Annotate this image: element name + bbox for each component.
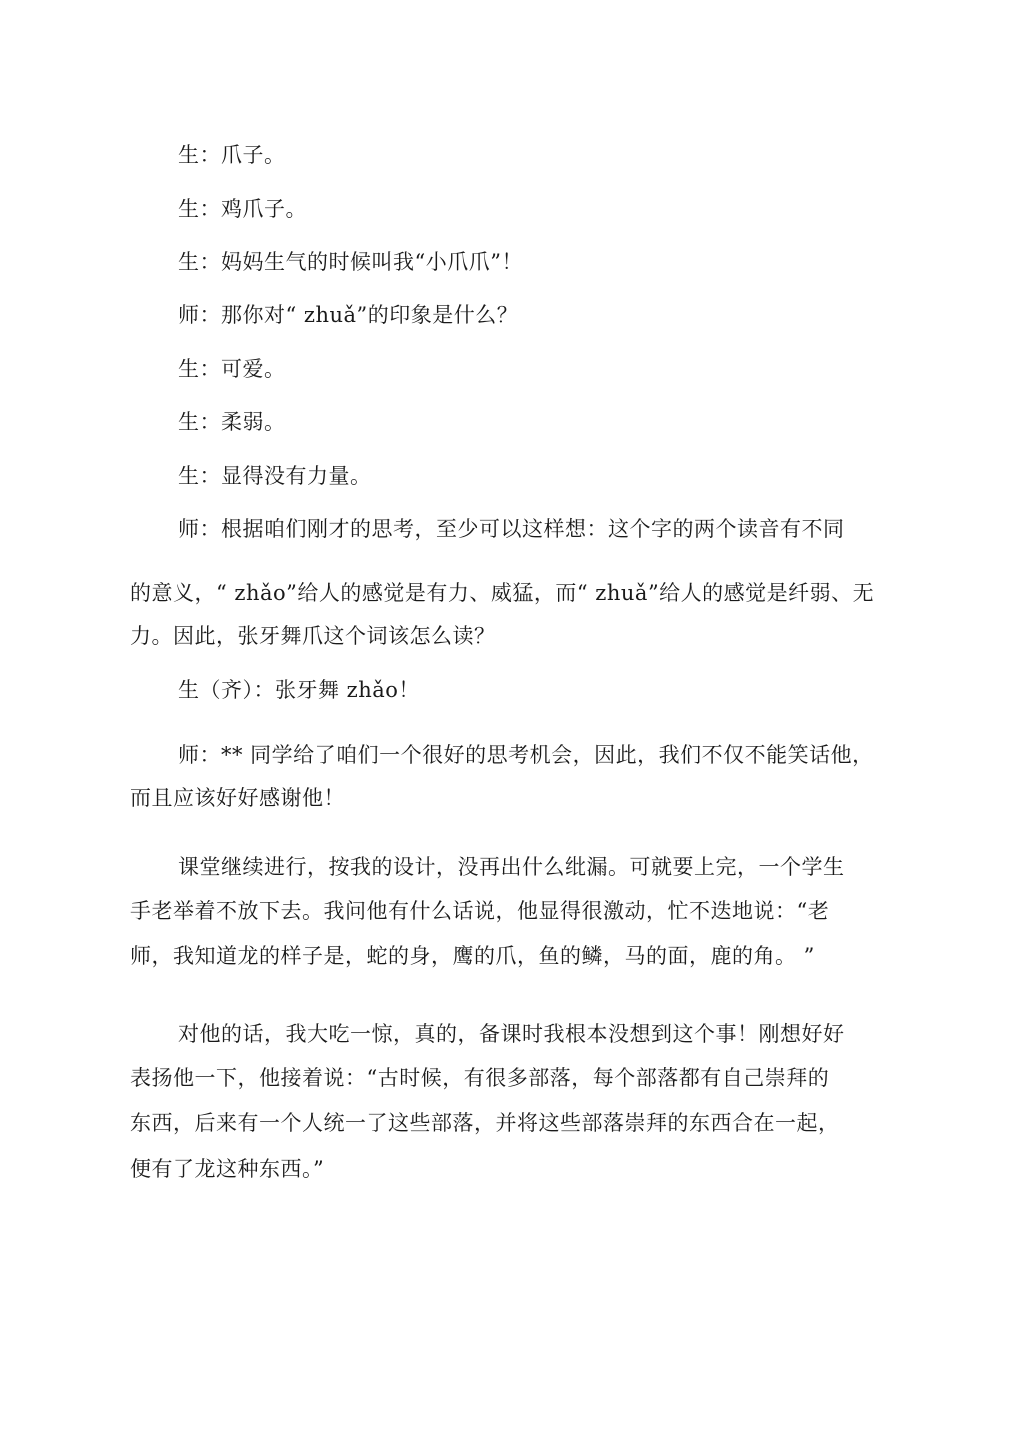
text-line: 师：那你对“ zhuǎ”的印象是什么？ [178, 303, 519, 327]
text-line: 师，我知道龙的样子是，蛇的身，鹰的爪，鱼的鳞，马的面，鹿的角。 ” [130, 944, 815, 968]
text-line: 生：显得没有力量。 [178, 464, 372, 488]
text-line: 生：鸡爪子。 [178, 197, 307, 221]
text-line: 的意义，“ zhǎo”给人的感觉是有力、威猛，而“ zhuǎ”给人的感觉是纤弱、无 [130, 581, 875, 605]
text-line: 力。因此，张牙舞爪这个词该怎么读？ [130, 624, 496, 648]
text-line: 便有了龙这种东西。” [130, 1157, 325, 1181]
text-line: 生：爪子。 [178, 143, 286, 167]
text-line: 对他的话，我大吃一惊，真的，备课时我根本没想到这个事！刚想好好 [178, 1022, 845, 1046]
text-line: 课堂继续进行，按我的设计，没再出什么纰漏。可就要上完，一个学生 [178, 855, 845, 879]
text-line: 生：妈妈生气的时候叫我“小爪爪”！ [178, 250, 523, 274]
text-line: 表扬他一下，他接着说：“古时候，有很多部落，每个部落都有自己崇拜的 [130, 1066, 830, 1090]
text-line: 而且应该好好感谢他！ [130, 786, 345, 810]
text-line: 生：可爱。 [178, 357, 286, 381]
text-line: 生（齐）：张牙舞 zhǎo！ [178, 678, 420, 702]
text-line: 师：** 同学给了咱们一个很好的思考机会，因此，我们不仅不能笑话他， [178, 743, 874, 767]
text-line: 师：根据咱们刚才的思考，至少可以这样想：这个字的两个读音有不同 [178, 517, 845, 541]
text-line: 手老举着不放下去。我问他有什么话说，他显得很激动，忙不迭地说：“老 [130, 899, 830, 923]
text-line: 生：柔弱。 [178, 410, 286, 434]
text-line: 东西，后来有一个人统一了这些部落，并将这些部落崇拜的东西合在一起， [130, 1111, 840, 1135]
